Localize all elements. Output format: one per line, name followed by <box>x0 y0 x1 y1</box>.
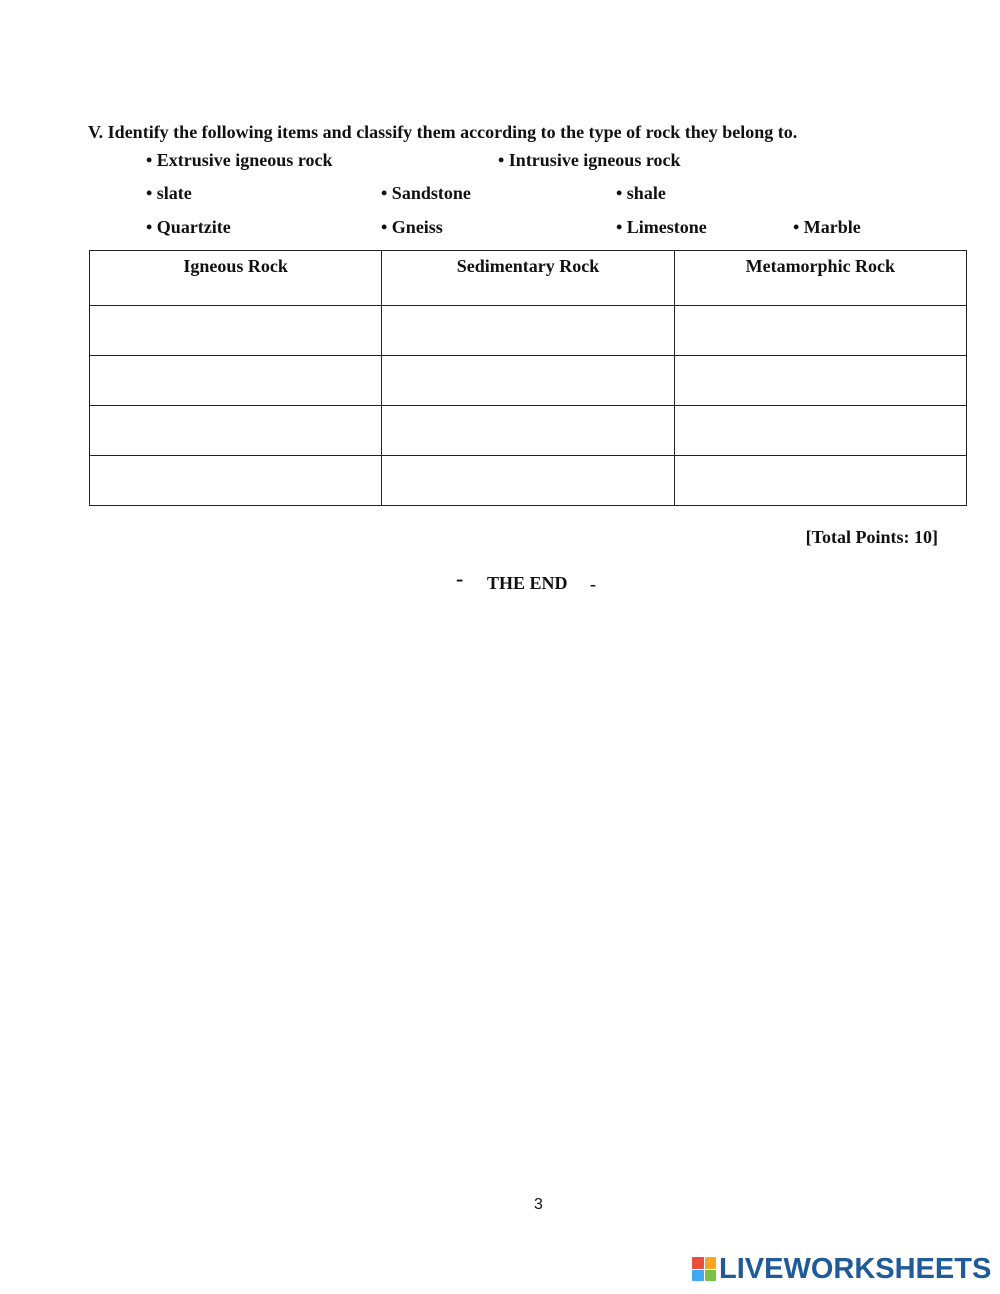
answer-cell-metamorphic <box>674 356 966 406</box>
answer-input[interactable] <box>675 456 966 505</box>
answer-input[interactable] <box>675 406 966 455</box>
item-quartzite: • Quartzite <box>146 217 231 237</box>
answer-input[interactable] <box>90 406 381 455</box>
answer-cell-sedimentary <box>382 456 674 506</box>
page-number: 3 <box>534 1196 543 1213</box>
answer-input[interactable] <box>382 356 673 405</box>
answer-input[interactable] <box>90 356 381 405</box>
answer-cell-sedimentary <box>382 406 674 456</box>
answer-input[interactable] <box>382 406 673 455</box>
item-limestone: • Limestone <box>616 217 707 237</box>
end-dash-right: - <box>590 574 596 594</box>
answer-input[interactable] <box>675 306 966 355</box>
item-intrusive-igneous-rock: • Intrusive igneous rock <box>498 150 681 170</box>
item-gneiss: • Gneiss <box>381 217 443 237</box>
item-sandstone: • Sandstone <box>381 183 471 203</box>
answer-input[interactable] <box>382 456 673 505</box>
answer-cell-igneous <box>90 406 382 456</box>
answer-cell-sedimentary <box>382 356 674 406</box>
the-end-text: THE END <box>487 573 568 593</box>
table-row <box>90 356 967 406</box>
table-row <box>90 456 967 506</box>
header-metamorphic-rock: Metamorphic Rock <box>674 251 966 306</box>
answer-cell-metamorphic <box>674 406 966 456</box>
item-shale: • shale <box>616 183 666 203</box>
liveworksheets-logo-text: LIVEWORKSHEETS <box>719 1252 992 1285</box>
header-sedimentary-rock: Sedimentary Rock <box>382 251 674 306</box>
table-header-row <box>90 251 967 306</box>
answer-cell-igneous <box>90 306 382 356</box>
item-slate: • slate <box>146 183 192 203</box>
answer-input[interactable] <box>90 456 381 505</box>
liveworksheets-logo-icon <box>692 1257 716 1281</box>
answer-input[interactable] <box>90 306 381 355</box>
header-igneous-rock: Igneous Rock <box>90 251 382 306</box>
answer-cell-sedimentary <box>382 306 674 356</box>
table-row <box>90 306 967 356</box>
answer-cell-igneous <box>90 456 382 506</box>
table-row <box>90 406 967 456</box>
liveworksheets-logo <box>692 1254 991 1284</box>
answer-input[interactable] <box>382 306 673 355</box>
answer-cell-metamorphic <box>674 456 966 506</box>
question-title: V. Identify the following items and classify them according to the type of rock they belong to. <box>88 122 798 142</box>
item-marble: • Marble <box>793 217 861 237</box>
item-extrusive-igneous-rock: • Extrusive igneous rock <box>146 150 333 170</box>
answer-cell-metamorphic <box>674 306 966 356</box>
total-points: [Total Points: 10] <box>805 527 938 547</box>
end-dash-left: - <box>456 566 464 591</box>
answer-cell-igneous <box>90 356 382 406</box>
classification-table <box>89 250 967 506</box>
answer-input[interactable] <box>675 356 966 405</box>
